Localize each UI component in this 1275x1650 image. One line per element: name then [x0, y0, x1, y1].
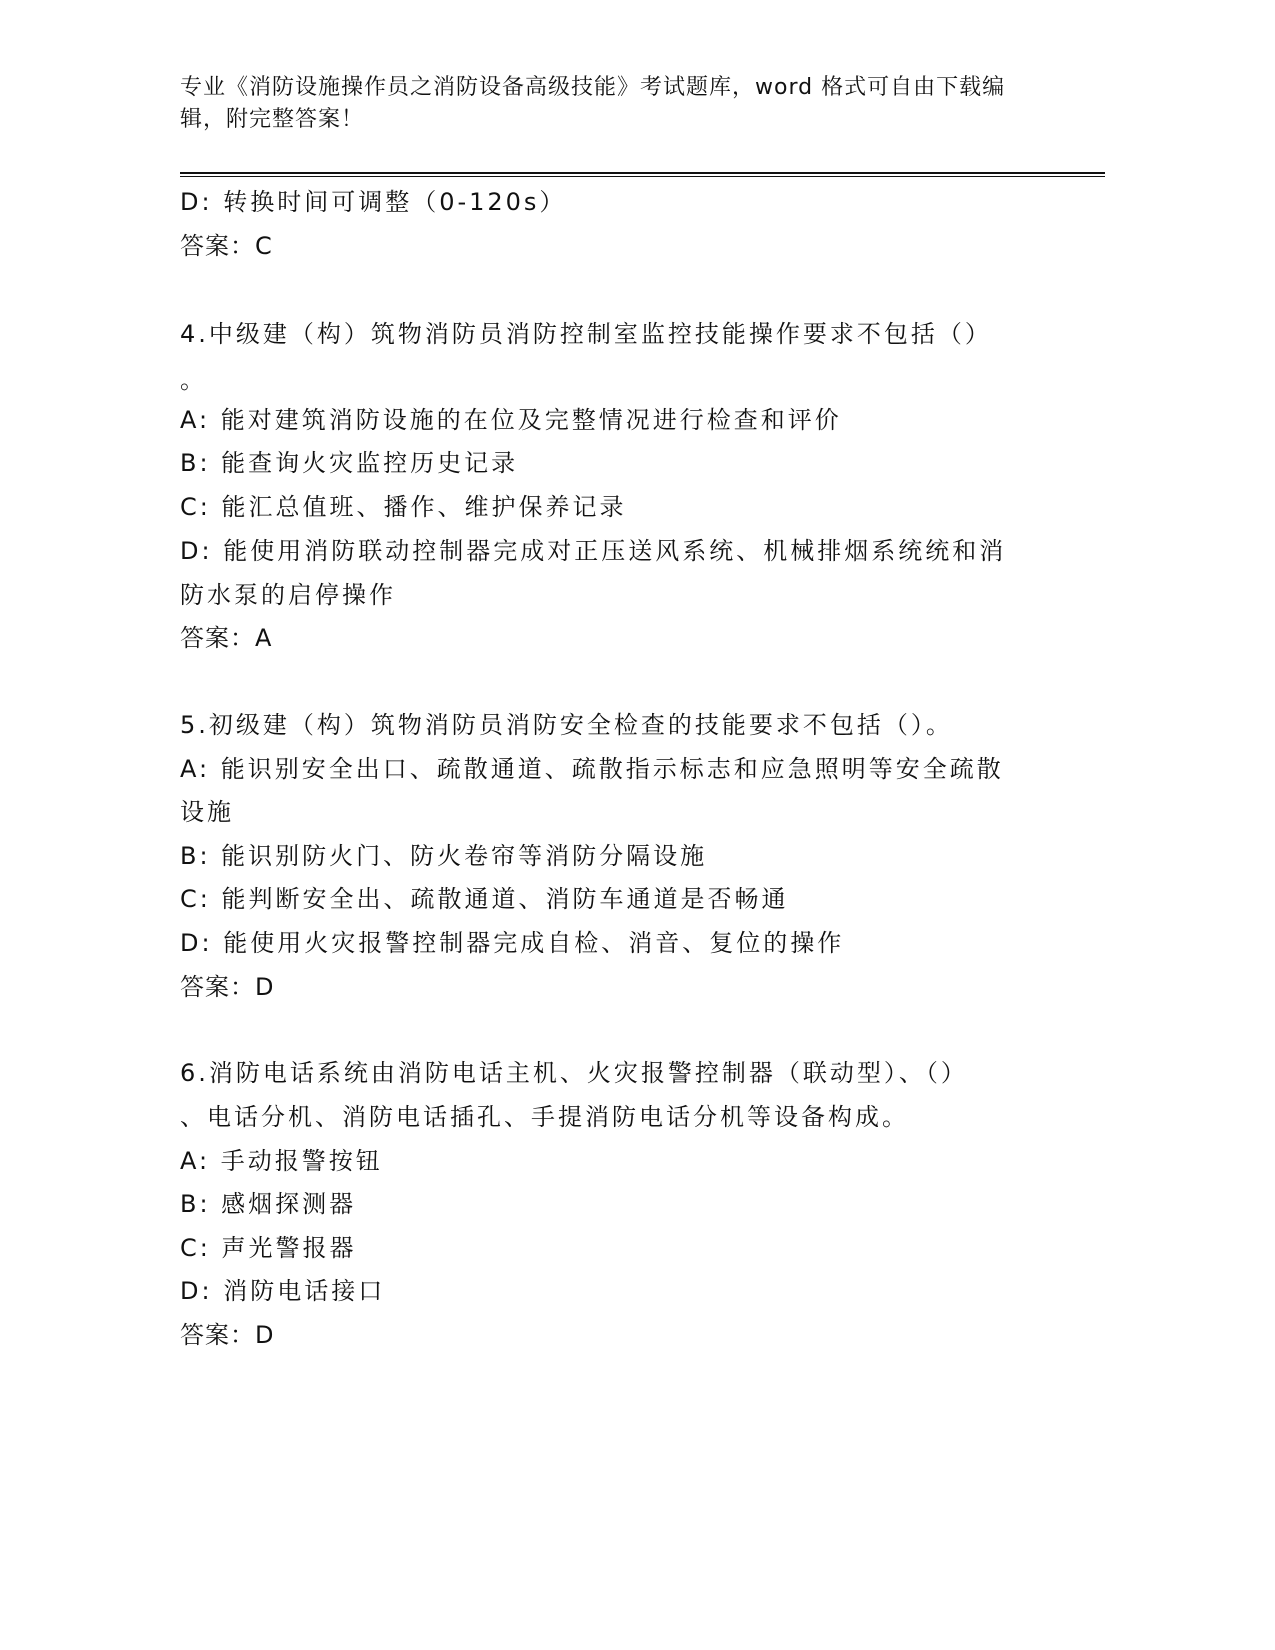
q4-option-c: C: 能汇总值班、播作、维护保养记录 — [180, 493, 627, 521]
header-line-1: 专业《消防设施操作员之消防设备高级技能》考试题库，word 格式可自由下载编 — [180, 75, 1006, 100]
q4-option-d-line-2: 防水泵的启停操作 — [180, 581, 396, 609]
q5-option-a-line-1: A: 能识别安全出口、疏散通道、疏散指示标志和应急照明等安全疏散 — [180, 755, 1004, 783]
header-rule-thick — [180, 172, 1105, 174]
q6-option-b: B: 感烟探测器 — [180, 1190, 357, 1218]
q5-option-b: B: 能识别防火门、防火卷帘等消防分隔设施 — [180, 842, 708, 870]
q4-option-b: B: 能查询火灾监控历史记录 — [180, 449, 519, 477]
q6-option-a: A: 手动报警按钮 — [180, 1147, 383, 1175]
prev-answer: 答案：C — [180, 232, 273, 260]
q6-stem-line-1: 6.消防电话系统由消防电话主机、火灾报警控制器（联动型）、（） — [180, 1059, 968, 1087]
q4-answer: 答案：A — [180, 624, 273, 652]
q6-option-c: C: 声光警报器 — [180, 1234, 357, 1262]
prev-option-d: D: 转换时间可调整（0-120s） — [180, 188, 567, 216]
q5-option-d: D: 能使用火灾报警控制器完成自检、消音、复位的操作 — [180, 929, 845, 957]
q4-stem-line-1: 4.中级建（构）筑物消防员消防控制室监控技能操作要求不包括（） — [180, 320, 992, 348]
q6-stem-line-2: 、电话分机、消防电话插孔、手提消防电话分机等设备构成。 — [180, 1103, 909, 1131]
header-line-2: 辑，附完整答案！ — [180, 107, 365, 132]
q4-option-a: A: 能对建筑消防设施的在位及完整情况进行检查和评价 — [180, 406, 842, 434]
q5-answer: 答案：D — [180, 973, 275, 1001]
q6-answer: 答案：D — [180, 1321, 275, 1349]
q5-option-a-line-2: 设施 — [180, 798, 234, 826]
document-header — [180, 72, 1030, 136]
q6-option-d: D: 消防电话接口 — [180, 1277, 386, 1305]
q5-option-c: C: 能判断安全出、疏散通道、消防车通道是否畅通 — [180, 885, 789, 913]
q4-option-d-line-1: D: 能使用消防联动控制器完成对正压送风系统、机械排烟系统统和消 — [180, 537, 1007, 565]
header-rule-thin — [180, 176, 1105, 177]
q4-stem-line-2: 。 — [180, 366, 207, 394]
q5-stem: 5.初级建（构）筑物消防员消防安全检查的技能要求不包括（）。 — [180, 711, 953, 739]
